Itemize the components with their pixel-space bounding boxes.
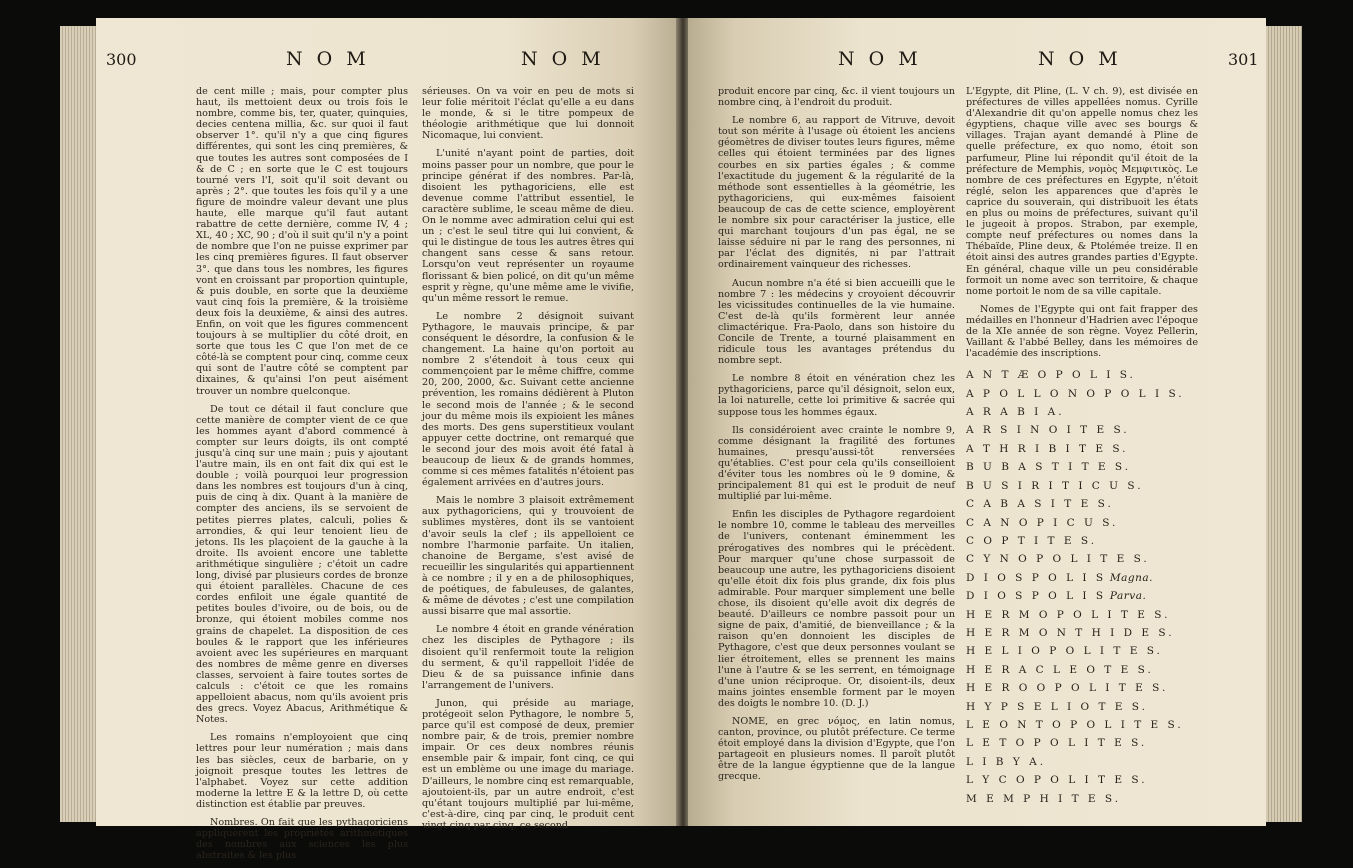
paragraph: L'Egypte, dit Pline, (L. V ch. 9), est divisée en préfectures de villes appellées nomus. Cyrille d'Alexandrie dit qu'on appelle nomus chez les égyptiens, chaque ville avec ses bourgs & villages. Trajan ayant demandé à Pline de quelle préfecture, ex quo nomo, étoit son parfumeur, Pline lui répondit qu'il étoit de la préfecture de Memphis, νομὸς Μεμφιτικὸς. Le nombre de ces préfectures en Egypte, n'étoit réglé, selon les apparences que d'après le caprice du souverain, qui distribuoit les états en plus ou moins de préfectures, suivant qu'il le jugeoit à propos. Strabon, par exemple, compte neuf préfectures ou nomes dans la Thébaïde, Pline deux, & Ptolémée treize. Il en étoit ainsi des autres grandes parties d'Egypte. En général, chaque ville un peu considérable formoit un nome avec son territoire, & chaque nome portoit le nom de sa ville capitale.: [966, 86, 1198, 297]
paragraph: De tout ce détail il faut conclure que cette manière de compter vient de ce que les hommes ayant d'abord commencé à compter sur leurs doigts, ils ont compté jusqu'à cinq sur une main ; puis y ajoutant l'autre main, ils en ont fait dix qui est le double ; voilà pourquoi leur progression dans les nombres est toujours d'un à cinq, puis de cinq à dix. Quant à la manière de compter des anciens, ils se servoient de petites pierres plates, calculi, polies & arrondies, & qui leur tenoient lieu de jetons. Ils les plaçoient de la gauche à la droite. Ils avoient encore une tablette arithmétique singulière ; c'étoit un cadre long, divisé par plusieurs cordes de bronze qui étoient parallèles. Chacune de ces cordes enfiloit une égale quantité de petites boules d'ivoire, ou de bois, ou de bronze, qui étoient mobiles comme nos grains de chapelet. La disposition de ces boules & le rapport que les inférieures avoient avec les supérieures en marquant des nombres de même genre en diverses classes, servoient à faire toutes sortes de calculs : c'étoit ce que les romains appelloient abacus, nom qu'ils avoient pris des grecs. Voyez Abacus, Arithmétique & Notes.: [196, 403, 408, 726]
nome-suffix: Parva.: [1106, 590, 1147, 603]
left-column-2: [422, 86, 634, 838]
nome-name: H E L I O P O L I T E S.: [966, 645, 1163, 658]
nome-name: A N T Æ O P O L I S.: [966, 369, 1136, 382]
paragraph: Le nombre 8 étoit en vénération chez les pythagoriciens, parce qu'il désignoit, selon eux, la loi naturelle, cette loi primitive & sacrée qui suppose tous les hommes égaux.: [718, 373, 955, 418]
nome-item: [966, 477, 1198, 495]
nome-name: C Y N O P O L I T E S.: [966, 553, 1150, 566]
nome-name: B U S I R I T I C U S.: [966, 479, 1144, 492]
nome-item: [966, 569, 1198, 587]
nome-name: D I O S P O L I S: [966, 571, 1107, 584]
right-column-2: [966, 86, 1198, 808]
nome-name: H E R M O P O L I T E S.: [966, 608, 1171, 621]
nome-item: [966, 385, 1198, 403]
nome-name: L E T O P O L I T E S.: [966, 737, 1148, 750]
left-page: [96, 18, 678, 862]
paragraph: Junon, qui préside au mariage, protégeoit selon Pythagore, le nombre 5, parce qu'il est composé de deux, premier nombre pair, & de trois, premier nombre impair. Or ces deux nombres réunis ensemble pair & impair, font cinq, ce qui est un emblème ou une image du mariage. D'ailleurs, le nombre cinq est remarquable, ajoutoient-ils, par un autre endroit, c'est qu'étant toujours multiplié par lui-même, c'est-à-dire, cinq par cinq, le produit cent vingt cinq par cinq, ce second: [422, 697, 634, 831]
nome-name: L I B Y A.: [966, 755, 1047, 768]
nome-name: H E R O O P O L I T E S.: [966, 682, 1169, 695]
nome-item: [966, 495, 1198, 513]
nome-name: D I O S P O L I S: [966, 590, 1107, 603]
nome-name: C A N O P I C U S.: [966, 516, 1119, 529]
nome-item: [966, 698, 1198, 716]
paragraph: Le nombre 4 étoit en grande vénération chez les disciples de Pythagore ; ils disoient qu'il renfermoit toute la religion du serment, & qu'il rappelloit l'idée de Dieu & de sa puissance infinie dans l'arrangement de l'univers.: [422, 624, 634, 691]
page-number-left: 300: [106, 50, 137, 69]
nome-item: [966, 366, 1198, 384]
paragraph: Les romains n'employoient que cinq lettres pour leur numération ; mais dans les bas siècles, ceux de barbarie, on y joignoit presque toutes les lettres de l'alphabet. Voyez sur cette addition moderne la lettre E & la lettre D, où cette distinction est établie par preuves.: [196, 732, 408, 810]
nome-item: [966, 421, 1198, 439]
paragraph: sérieuses. On va voir en peu de mots si leur folie méritoit l'éclat qu'elle a eu dans le monde, & si le titre pompeux de théologie arithmétique que lui donnoit Nicomaque, lui convient.: [422, 86, 634, 142]
running-head-right-1: N O M: [838, 48, 922, 70]
running-head-right-2: N O M: [1038, 48, 1122, 70]
left-column-1: [196, 86, 408, 868]
nome-name: M E M P H I T E S.: [966, 792, 1122, 805]
paragraph: Aucun nombre n'a été si bien accueilli que le nombre 7 : les médecins y croyoient découvrir les vicissitudes continuelles de la vie humaine. C'est de-là qu'ils formèrent leur année climactérique. Fra-Paolo, dans son histoire du Concile de Trente, a tourné plaisamment en ridicule tous les avantages prétendus du nombre sept.: [718, 277, 955, 367]
nome-name: L E O N T O P O L I T E S.: [966, 718, 1184, 731]
nome-item: [966, 403, 1198, 421]
nome-item: [966, 753, 1198, 771]
nome-name: H Y P S E L I O T E S.: [966, 700, 1148, 713]
left-page-edges: [60, 26, 98, 822]
page-number-right: 301: [1228, 50, 1259, 69]
nome-name: H E R A C L E O T E S.: [966, 663, 1154, 676]
paragraph: NOME, en grec νόμος, en latin nomus, canton, province, ou plutôt préfecture. Ce terme étoit employé dans la division d'Egypte, que l'on partageoit en plusieurs nomes. Il paroît plutôt être de la langue égyptienne que de la langue grecque.: [718, 715, 955, 783]
paragraph: Le nombre 6, au rapport de Vitruve, devoit tout son mérite à l'usage où étoient les anciens géomètres de diviser toutes leurs figures, même celles qui étoient terminées par des lignes courbes en six parties égales ; & comme l'exactitude du jugement & la régularité de la méthode sont essentielles à la géométrie, les pythagoriciens, qui eux-mêmes faisoient beaucoup de cas de cette science, employèrent le nombre six pour caractériser la justice, elle qui marchant toujours d'un pas égal, ne se laisse séduire ni par le rang des personnes, ni par l'éclat des dignités, ni par l'attrait ordinairement vainqueur des richesses.: [718, 115, 955, 271]
nome-item: [966, 514, 1198, 532]
nome-list: [966, 366, 1198, 808]
nome-item: [966, 790, 1198, 808]
nome-name: B U B A S T I T E S.: [966, 461, 1132, 474]
nome-item: [966, 458, 1198, 476]
nome-item: [966, 624, 1198, 642]
right-page: [688, 18, 1266, 826]
paragraph: produit encore par cinq, &c. il vient toujours un nombre cinq, à l'endroit du produit.: [718, 86, 955, 109]
nome-name: A R S I N O I T E S.: [966, 424, 1130, 437]
nome-item: [966, 661, 1198, 679]
paragraph: de cent mille ; mais, pour compter plus haut, ils mettoient deux ou trois fois le nombre, comme bis, ter, quater, quinquies, decies centena millia, &c. sur quoi il faut observer 1°. qu'il n'y a que cinq figures différentes, qui sont les cinq premières, & que toutes les autres sont composées de I & de C ; en sorte que le C est toujours tourné vers l'I, soit qu'il soit devant ou après ; 2°. que toutes les fois qu'il y a une figure de moindre valeur devant une plus haute, elle marque qu'il faut autant rabattre de cette dernière, comme IV, 4 ; XL, 40 ; XC, 90 ; d'où il suit qu'il n'y a point de nombre que l'on ne puisse exprimer par les cinq premières figures. Il faut observer 3°. que dans tous les nombres, les figures vont en croissant par proportion quintuple, & puis double, en sorte que la deuxième vaut cinq fois la première, & la troisième deux fois la deuxième, & ainsi des autres. Enfin, on voit que les figures commencent toujours à se multiplier du côté droit, en sorte que tous les C que l'on met de ce côté-là se comptent pour cinq, comme ceux qui sont de l'autre côté se comptent par dixaines, & qu'ainsi l'on peut aisément trouver un nombre quelconque.: [196, 86, 408, 397]
nome-name: C A B A S I T E S.: [966, 498, 1114, 511]
nome-name: A T H R I B I T E S.: [966, 442, 1129, 455]
paragraph: Le nombre 2 désignoit suivant Pythagore, le mauvais principe, & par conséquent le désordre, la confusion & le changement. La haine qu'on portoit au nombre 2 s'étendoit à tous ceux qui commençoient par le même chiffre, comme 20, 200, 2000, &c. Suivant cette ancienne prévention, les romains dédièrent à Pluton le second mois de l'année ; & le second jour du même mois ils expioient les mânes des morts. Des gens superstitieux voulant appuyer cette doctrine, ont remarqué que le second jour des mois avoit été fatal à beaucoup de lieux & de grands hommes, comme si ces mêmes fatalités n'étoient pas également arrivées en d'autres jours.: [422, 310, 634, 489]
paragraph: Mais le nombre 3 plaisoit extrêmement aux pythagoriciens, qui y trouvoient de sublimes mystères, dont ils se vantoient d'avoir seuls la clef ; ils appelloient ce nombre l'harmonie parfaite. Un italien, chanoine de Bergame, s'est avisé de recueillir les singularités qui appartiennent à ce nombre ; il y en a de philosophiques, de poétiques, de fabuleuses, de galantes, & même de dévotes ; c'est une compilation aussi bisarre que mal assortie.: [422, 495, 634, 618]
paragraph: Enfin les disciples de Pythagore regardoient le nombre 10, comme le tableau des merveilles de l'univers, contenant éminemment les prérogatives des nombres qui le précèdent. Pour marquer qu'une chose surpassoit de beaucoup une autre, les pythagoriciens disoient qu'elle étoit dix fois plus grande, dix fois plus admirable. Pour marquer simplement une belle chose, ils disoient qu'elle avoit dix degrés de beauté. D'ailleurs ce nombre passoit pour un signe de paix, d'amitié, de bienveillance ; & la raison qu'en donnoient les disciples de Pythagore, c'est que deux personnes voulant se lier étroitement, elles se prennent les mains l'une à l'autre & se les serrent, en témoignage d'une union réciproque. Or, disoient-ils, deux mains jointes ensemble forment par le moyen des doigts le nombre 10. (D. J.): [718, 509, 955, 709]
paragraph: L'unité n'ayant point de parties, doit moins passer pour un nombre, que pour le principe générat if des nombres. Par-là, disoient les pythagoriciens, elle est devenue comme l'attribut essentiel, le caractère sublime, le sceau même de dieu. On le nomme avec admiration celui qui est un ; c'est le seul titre qui lui convient, & qui le distingue de tous les autres êtres qui changent sans cesse & sans retour. Lorsqu'on veut représenter un royaume florissant & bien policé, on dit qu'un même esprit y règne, qu'une même ame le vivifie, qu'un même ressort le remue.: [422, 148, 634, 304]
paragraph: Nombres. On fait que les pythagoriciens appliquèrent les propriétés arithmétiques des nombres aux sciences les plus abstraites & les plus: [196, 817, 408, 862]
nome-item: [966, 606, 1198, 624]
nome-name: A P O L L O N O P O L I S.: [966, 387, 1185, 400]
nome-suffix: Magna.: [1106, 571, 1153, 584]
nome-name: C O P T I T E S.: [966, 534, 1098, 547]
nome-name: A R A B I A.: [966, 406, 1065, 419]
nome-item: [966, 642, 1198, 660]
right-column-1: [718, 86, 955, 790]
nome-item: [966, 587, 1198, 605]
running-head-left-2: N O M: [521, 48, 605, 70]
right-page-edges: [1266, 26, 1302, 822]
nome-item: [966, 679, 1198, 697]
nome-name: H E R M O N T H I D E S.: [966, 626, 1175, 639]
nome-item: [966, 734, 1198, 752]
nome-item: [966, 440, 1198, 458]
nome-item: [966, 550, 1198, 568]
running-head-left-1: N O M: [286, 48, 370, 70]
nome-item: [966, 771, 1198, 789]
nome-item: [966, 532, 1198, 550]
paragraph: Nomes de l'Egypte qui ont fait frapper des médailles en l'honneur d'Hadrien avec l'époque de la XIe année de son règne. Voyez Pellerin, Vaillant & l'abbé Belley, dans les mémoires de l'académie des inscriptions.: [966, 303, 1199, 360]
nome-name: L Y C O P O L I T E S.: [966, 774, 1148, 787]
paragraph: Ils considéroient avec crainte le nombre 9, comme désignant la fragilité des fortunes humaines, presqu'aussi-tôt renversées qu'établies. C'est pour cela qu'ils conseilloient d'éviter tous les nombres où le 9 domine, & principalement 81 qui est le produit de neuf multiplié par lui-même.: [718, 424, 955, 503]
nome-item: [966, 716, 1198, 734]
